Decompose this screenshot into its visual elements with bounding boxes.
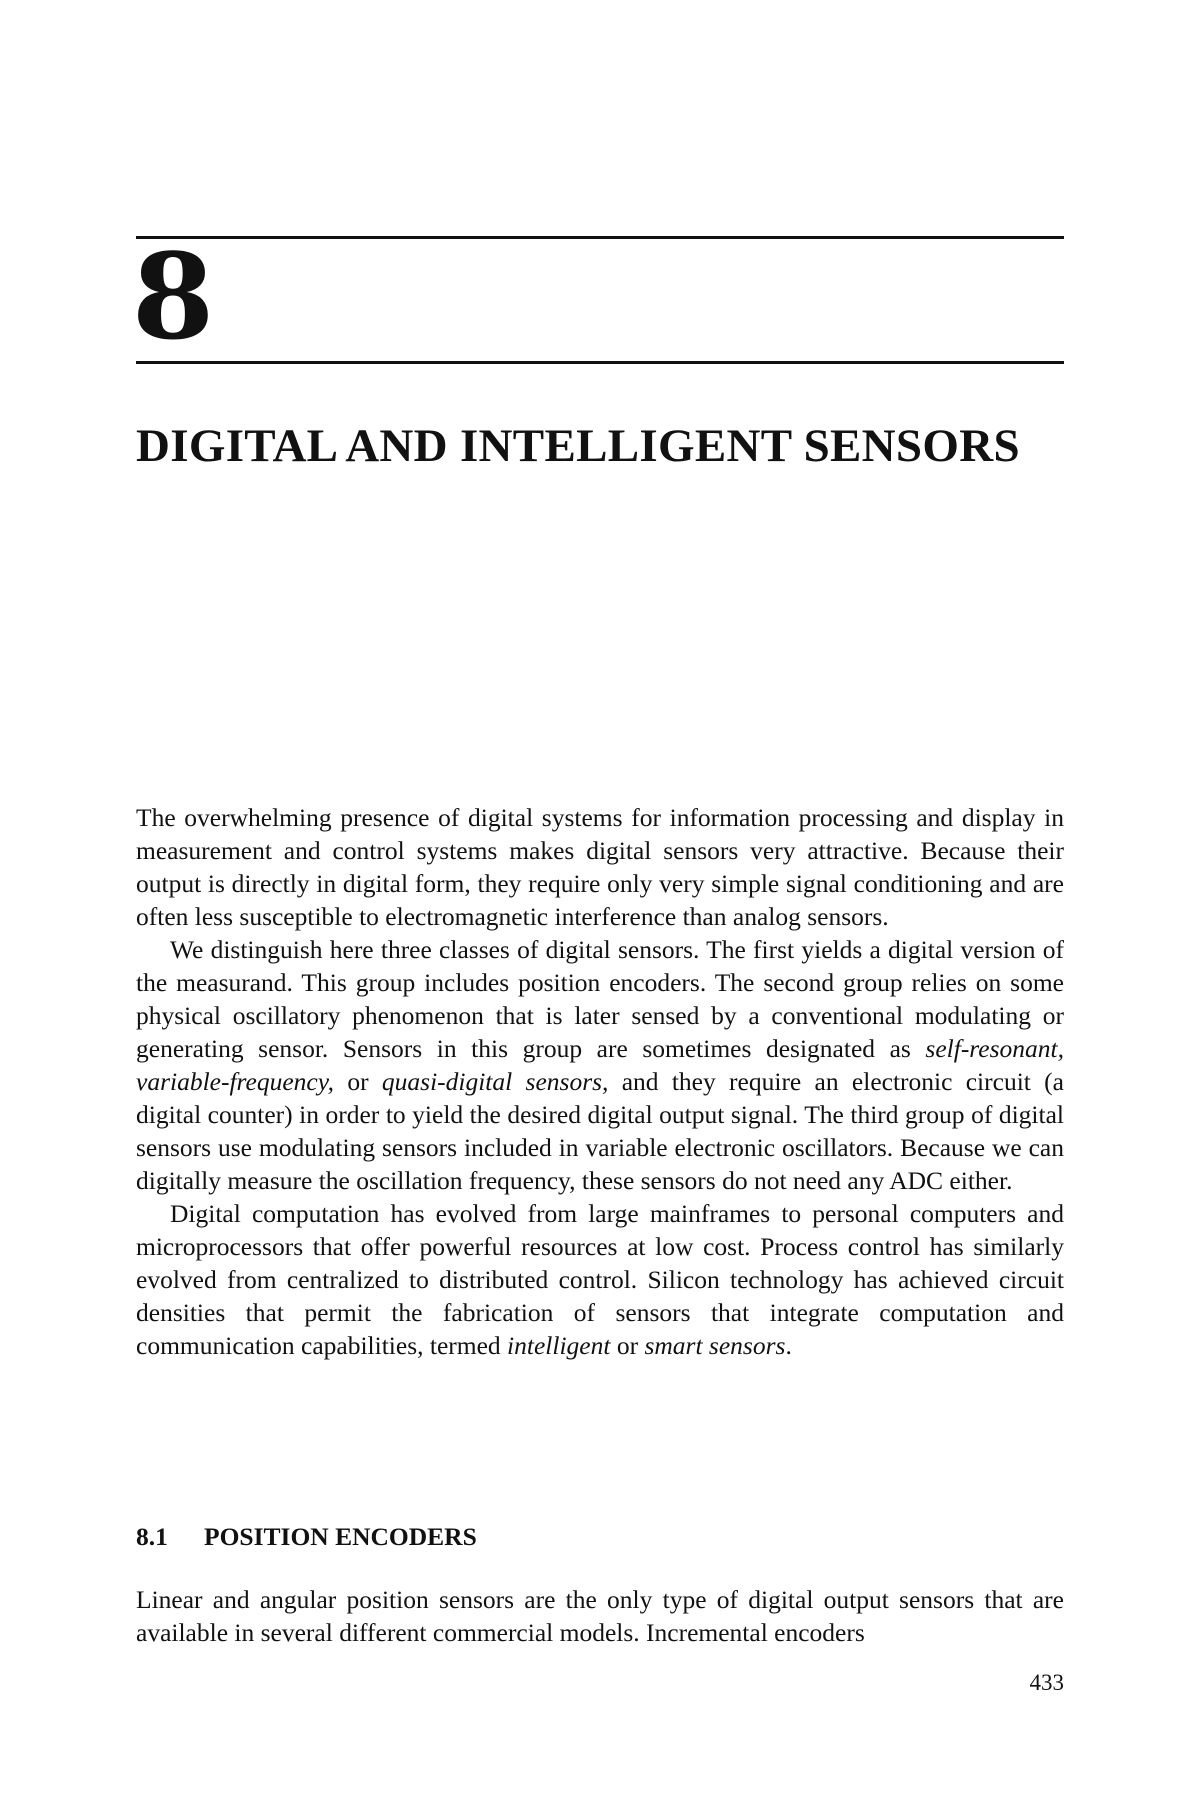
section-heading — [136, 1520, 1064, 1553]
section-intro-text: Linear and angular position sensors are the only type of digital output sensors that are available in several different commercial models. Incremental encoders — [136, 1585, 1064, 1647]
chapter-rule-top — [136, 236, 1064, 239]
section-number: 8.1 — [136, 1522, 168, 1551]
page-number: 433 — [1029, 1670, 1064, 1695]
chapter-rule-bottom — [136, 361, 1064, 364]
section-title: POSITION ENCODERS — [204, 1522, 477, 1551]
chapter-number: 8 — [132, 227, 213, 366]
chapter-title: DIGITAL AND INTELLIGENT SENSORS — [136, 420, 1020, 472]
chapter-intro-text — [136, 801, 1064, 1362]
paragraph-3 — [136, 1197, 1064, 1362]
term-quasi-digital: quasi-digital sensors, — [381, 1067, 609, 1096]
book-page — [132, 0, 1064, 1800]
paragraph-3-text-c: . — [785, 1331, 792, 1360]
paragraph-2-text-b: or — [334, 1067, 382, 1096]
paragraph-1: The overwhelming presence of digital systems for information processing and display in measurement and control systems makes digital sensors very attractive. Because their output is directly in digital form, they require only very simple signal conditioning and are often less susceptible to electromagnetic interference than analog sensors. — [136, 803, 1064, 931]
paragraph-3-text-b: or — [610, 1331, 645, 1360]
term-smart-sensors: smart sensors — [644, 1331, 786, 1360]
paragraph-2-text-c: and they require an electronic circuit (a digital counter) in order to yield the desired digital output signal. The third group of digital sensors use modulating sensors included in variable electronic oscillators. Because we can digitally measure the oscillation frequency, these sensors do not need any ADC either. — [136, 1067, 1064, 1195]
term-self-resonant: self-resonant, variable-frequency, — [136, 1034, 1064, 1096]
paragraph-2-text-a: We distinguish here three classes of digital sensors. The first yields a digital version of the measurand. This group includes position encoders. The second group relies on some physical oscillatory phenomenon that is later sensed by a conventional modulating or generating sensor. Sensors in this group are sometimes designated as — [136, 935, 1064, 1063]
paragraph-2 — [136, 933, 1064, 1197]
paragraph-3-text-a: Digital computation has evolved from large mainframes to personal computers and microprocessors that offer powerful resources at low cost. Process control has similarly evolved from centralized to distributed control. Silicon technology has achieved circuit densities that permit the fabrication of sensors that integrate computation and communication capabilities, termed — [136, 1199, 1064, 1360]
term-intelligent: intelligent — [507, 1331, 611, 1360]
